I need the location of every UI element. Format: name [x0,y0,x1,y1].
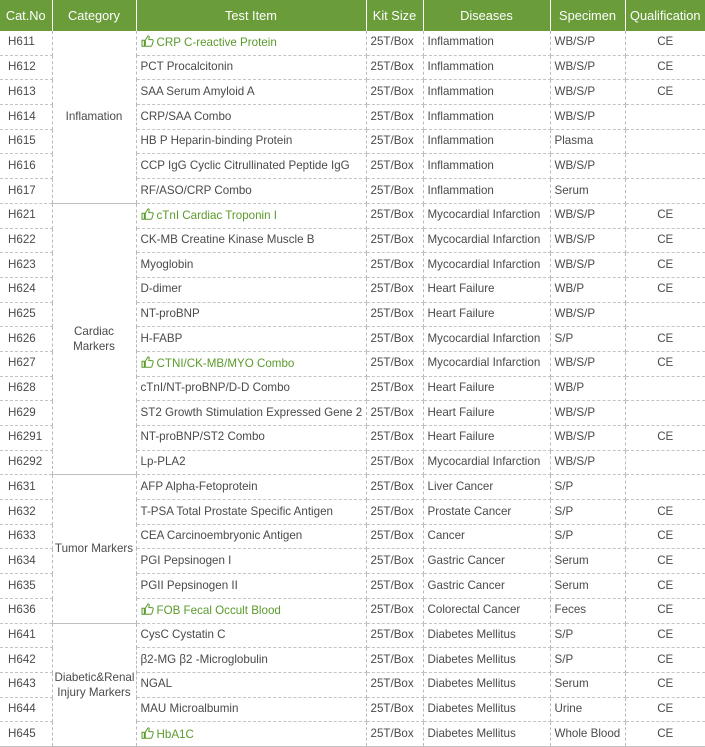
cat-no-cell: H633 [0,524,52,549]
test-item-label[interactable]: HbA1C [156,727,194,741]
specimen-cell: S/P [550,648,625,673]
test-item-cell [136,129,366,154]
specimen-cell: Serum [550,574,625,599]
test-item-cell [136,327,366,352]
specimen-cell: Serum [550,672,625,697]
test-item-label: NT-proBNP/ST2 Combo [140,430,265,444]
test-item-label: MAU Microalbumin [140,702,239,716]
kit-size-cell: 25T/Box [366,450,423,475]
cat-no-cell: H631 [0,475,52,500]
disease-cell: Inflammation [423,80,550,105]
test-item-label: H-FABP [140,331,183,345]
specimen-cell: WB/S/P [550,80,625,105]
disease-cell: Diabetes Mellitus [423,697,550,722]
specimen-cell: WB/S/P [550,105,625,130]
test-item-label: Myoglobin [140,257,194,271]
test-item-label: PGII Pepsinogen II [140,578,238,592]
kit-size-cell: 25T/Box [366,253,423,278]
disease-cell: Inflammation [423,179,550,204]
kit-size-cell: 25T/Box [366,55,423,80]
specimen-cell: WB/S/P [550,228,625,253]
test-item-label: cTnI/NT-proBNP/D-D Combo [140,381,290,395]
specimen-cell: Feces [550,598,625,623]
test-item-cell [136,574,366,599]
specimen-cell: WB/S/P [550,302,625,327]
specimen-cell: Urine [550,697,625,722]
test-item-label[interactable]: cTnI Cardiac Troponin I [156,209,277,223]
cat-no-cell: H625 [0,302,52,327]
header-kit-size[interactable]: Kit Size [366,0,423,31]
cat-no-cell: H636 [0,598,52,623]
specimen-cell: WB/P [550,376,625,401]
test-item-cell [136,253,366,278]
kit-size-cell: 25T/Box [366,401,423,426]
specimen-cell: WB/P [550,277,625,302]
test-item-label: HB P Heparin-binding Protein [140,134,293,148]
kit-size-cell: 25T/Box [366,80,423,105]
kit-size-cell: 25T/Box [366,623,423,648]
test-item-cell [136,648,366,673]
qualification-cell: CE [625,648,705,673]
kit-size-cell: 25T/Box [366,500,423,525]
cat-no-cell: H645 [0,722,52,747]
test-item-label[interactable]: CRP C-reactive Protein [156,36,277,50]
qualification-cell: CE [625,327,705,352]
cat-no-cell: H628 [0,376,52,401]
test-item-cell [136,31,366,55]
qualification-cell: CE [625,549,705,574]
disease-cell: Heart Failure [423,302,550,327]
disease-cell: Diabetes Mellitus [423,672,550,697]
cat-no-cell: H623 [0,253,52,278]
qualification-cell [625,154,705,179]
test-item-label: NGAL [140,677,173,691]
test-item-label: PCT Procalcitonin [140,60,234,74]
specimen-cell: WB/S/P [550,31,625,55]
kit-size-cell: 25T/Box [366,598,423,623]
qualification-cell: CE [625,598,705,623]
cat-no-cell: H611 [0,31,52,55]
test-item-label[interactable]: CTNI/CK-MB/MYO Combo [156,357,295,371]
cat-no-cell: H621 [0,203,52,228]
header-category[interactable]: Category [52,0,136,31]
thumbs-up-icon [141,356,154,368]
test-item-cell [136,475,366,500]
specimen-cell: Plasma [550,129,625,154]
test-item-label[interactable]: FOB Fecal Occult Blood [156,604,281,618]
qualification-cell: CE [625,426,705,451]
test-item-cell [136,401,366,426]
cat-no-cell: H614 [0,105,52,130]
kit-size-cell: 25T/Box [366,31,423,55]
test-item-label: CysC Cystatin C [140,627,226,641]
test-item-label: D-dimer [140,282,182,296]
test-item-cell [136,55,366,80]
test-item-label: CCP IgG Cyclic Citrullinated Peptide IgG [140,158,350,172]
qualification-cell: CE [625,722,705,747]
qualification-cell [625,475,705,500]
qualification-cell [625,129,705,154]
disease-cell: Mycocardial Infarction [423,228,550,253]
qualification-cell: CE [625,253,705,278]
kit-size-cell: 25T/Box [366,327,423,352]
test-item-label: β2-MG β2 -Microglobulin [140,652,268,666]
cat-no-cell: H632 [0,500,52,525]
test-item-label: PGI Pepsinogen I [140,553,232,567]
cat-no-cell: H634 [0,549,52,574]
test-item-label: CK-MB Creatine Kinase Muscle B [140,232,315,246]
cat-no-cell: H6292 [0,450,52,475]
cat-no-cell: H615 [0,129,52,154]
test-item-cell [136,426,366,451]
specimen-cell: S/P [550,327,625,352]
header-row [0,0,705,31]
disease-cell: Gastric Cancer [423,549,550,574]
disease-cell: Mycocardial Infarction [423,450,550,475]
cat-no-cell: H612 [0,55,52,80]
specimen-cell: S/P [550,623,625,648]
disease-cell: Heart Failure [423,401,550,426]
qualification-cell [625,450,705,475]
qualification-cell: CE [625,672,705,697]
header-diseases[interactable]: Diseases [423,0,550,31]
qualification-cell: CE [625,623,705,648]
qualification-cell: CE [625,500,705,525]
qualification-cell: CE [625,524,705,549]
test-item-cell [136,500,366,525]
qualification-cell: CE [625,277,705,302]
specimen-cell: WB/S/P [550,203,625,228]
table-header [0,0,705,31]
disease-cell: Heart Failure [423,277,550,302]
test-item-cell [136,179,366,204]
specimen-cell: S/P [550,475,625,500]
specimen-cell: WB/S/P [550,401,625,426]
test-item-label: NT-proBNP [140,307,200,321]
disease-cell: Heart Failure [423,376,550,401]
test-item-cell [136,351,366,376]
category-cell: Cardiac Markers [52,203,136,475]
kit-size-cell: 25T/Box [366,105,423,130]
test-item-label: CEA Carcinoembryonic Antigen [140,529,303,543]
disease-cell: Inflammation [423,105,550,130]
cat-no-cell: H643 [0,672,52,697]
table-body [0,31,705,746]
category-cell: Tumor Markers [52,475,136,623]
test-item-label: AFP Alpha-Fetoprotein [140,479,258,493]
specimen-cell: WB/S/P [550,426,625,451]
header-test-item[interactable]: Test Item [136,0,366,31]
header-specimen[interactable]: Specimen [550,0,625,31]
test-item-cell [136,623,366,648]
header-cat-no[interactable]: Cat.No [0,0,52,31]
test-item-cell [136,105,366,130]
table-row[interactable] [0,623,705,648]
test-item-cell [136,697,366,722]
kit-size-cell: 25T/Box [366,129,423,154]
cat-no-cell: H627 [0,351,52,376]
specimen-cell: WB/S/P [550,55,625,80]
disease-cell: Diabetes Mellitus [423,722,550,747]
disease-cell: Mycocardial Infarction [423,253,550,278]
cat-no-cell: H617 [0,179,52,204]
disease-cell: Inflammation [423,154,550,179]
qualification-cell [625,302,705,327]
thumbs-up-icon [141,603,154,615]
disease-cell: Liver Cancer [423,475,550,500]
cat-no-cell: H642 [0,648,52,673]
disease-cell: Gastric Cancer [423,574,550,599]
test-item-cell [136,549,366,574]
test-item-label: T-PSA Total Prostate Specific Antigen [140,504,333,518]
test-item-label: CRP/SAA Combo [140,109,232,123]
table-row[interactable] [0,203,705,228]
kit-size-cell: 25T/Box [366,722,423,747]
specimen-cell: Whole Blood [550,722,625,747]
kit-size-cell: 25T/Box [366,376,423,401]
test-item-cell [136,80,366,105]
specimen-cell: Serum [550,179,625,204]
cat-no-cell: H622 [0,228,52,253]
kit-size-cell: 25T/Box [366,277,423,302]
test-item-label: RF/ASO/CRP Combo [140,183,252,197]
kit-size-cell: 25T/Box [366,154,423,179]
kit-size-cell: 25T/Box [366,697,423,722]
disease-cell: Diabetes Mellitus [423,623,550,648]
qualification-cell [625,105,705,130]
disease-cell: Inflammation [423,55,550,80]
test-item-cell [136,524,366,549]
qualification-cell: CE [625,351,705,376]
qualification-cell: CE [625,31,705,55]
kit-size-cell: 25T/Box [366,475,423,500]
cat-no-cell: H635 [0,574,52,599]
disease-cell: Mycocardial Infarction [423,351,550,376]
test-item-cell [136,154,366,179]
kit-size-cell: 25T/Box [366,302,423,327]
kit-size-cell: 25T/Box [366,203,423,228]
qualification-cell [625,376,705,401]
test-item-label: ST2 Growth Stimulation Expressed Gene 2 [140,405,363,419]
cat-no-cell: H629 [0,401,52,426]
kit-size-cell: 25T/Box [366,549,423,574]
test-item-label: SAA Serum Amyloid A [140,84,255,98]
cat-no-cell: H624 [0,277,52,302]
test-item-cell [136,376,366,401]
cat-no-cell: H644 [0,697,52,722]
test-item-cell [136,672,366,697]
qualification-cell: CE [625,203,705,228]
kit-size-cell: 25T/Box [366,574,423,599]
test-item-cell [136,450,366,475]
test-item-cell [136,203,366,228]
table-row[interactable] [0,31,705,55]
specimen-cell: WB/S/P [550,351,625,376]
disease-cell: Inflammation [423,31,550,55]
kit-size-cell: 25T/Box [366,351,423,376]
header-qualification[interactable]: Qualification [625,0,705,31]
disease-cell: Prostate Cancer [423,500,550,525]
kit-size-cell: 25T/Box [366,648,423,673]
cat-no-cell: H6291 [0,426,52,451]
kit-size-cell: 25T/Box [366,426,423,451]
disease-cell: Heart Failure [423,426,550,451]
disease-cell: Cancer [423,524,550,549]
qualification-cell: CE [625,228,705,253]
test-item-cell [136,228,366,253]
qualification-cell [625,179,705,204]
specimen-cell: Serum [550,549,625,574]
test-item-cell [136,277,366,302]
kit-size-cell: 25T/Box [366,228,423,253]
qualification-cell: CE [625,697,705,722]
kit-size-cell: 25T/Box [366,672,423,697]
test-item-cell [136,302,366,327]
cat-no-cell: H626 [0,327,52,352]
qualification-cell: CE [625,80,705,105]
cat-no-cell: H613 [0,80,52,105]
test-item-label: Lp-PLA2 [140,455,186,469]
thumbs-up-icon [141,208,154,220]
cat-no-cell: H641 [0,623,52,648]
disease-cell: Mycocardial Infarction [423,327,550,352]
category-cell: Diabetic&Renal Injury Markers [52,623,136,746]
table-row[interactable] [0,475,705,500]
cat-no-cell: H616 [0,154,52,179]
test-item-cell [136,722,366,747]
disease-cell: Mycocardial Infarction [423,203,550,228]
disease-cell: Inflammation [423,129,550,154]
thumbs-up-icon [141,727,154,739]
test-item-cell [136,598,366,623]
kit-size-cell: 25T/Box [366,179,423,204]
specimen-cell: S/P [550,500,625,525]
category-cell: Inflamation [52,31,136,203]
disease-cell: Colorectal Cancer [423,598,550,623]
disease-cell: Diabetes Mellitus [423,648,550,673]
specimen-cell: S/P [550,524,625,549]
specimen-cell: WB/S/P [550,253,625,278]
specimen-cell: WB/S/P [550,154,625,179]
specimen-cell: WB/S/P [550,450,625,475]
qualification-cell [625,401,705,426]
thumbs-up-icon [141,35,154,47]
qualification-cell: CE [625,574,705,599]
qualification-cell: CE [625,55,705,80]
kit-size-cell: 25T/Box [366,524,423,549]
